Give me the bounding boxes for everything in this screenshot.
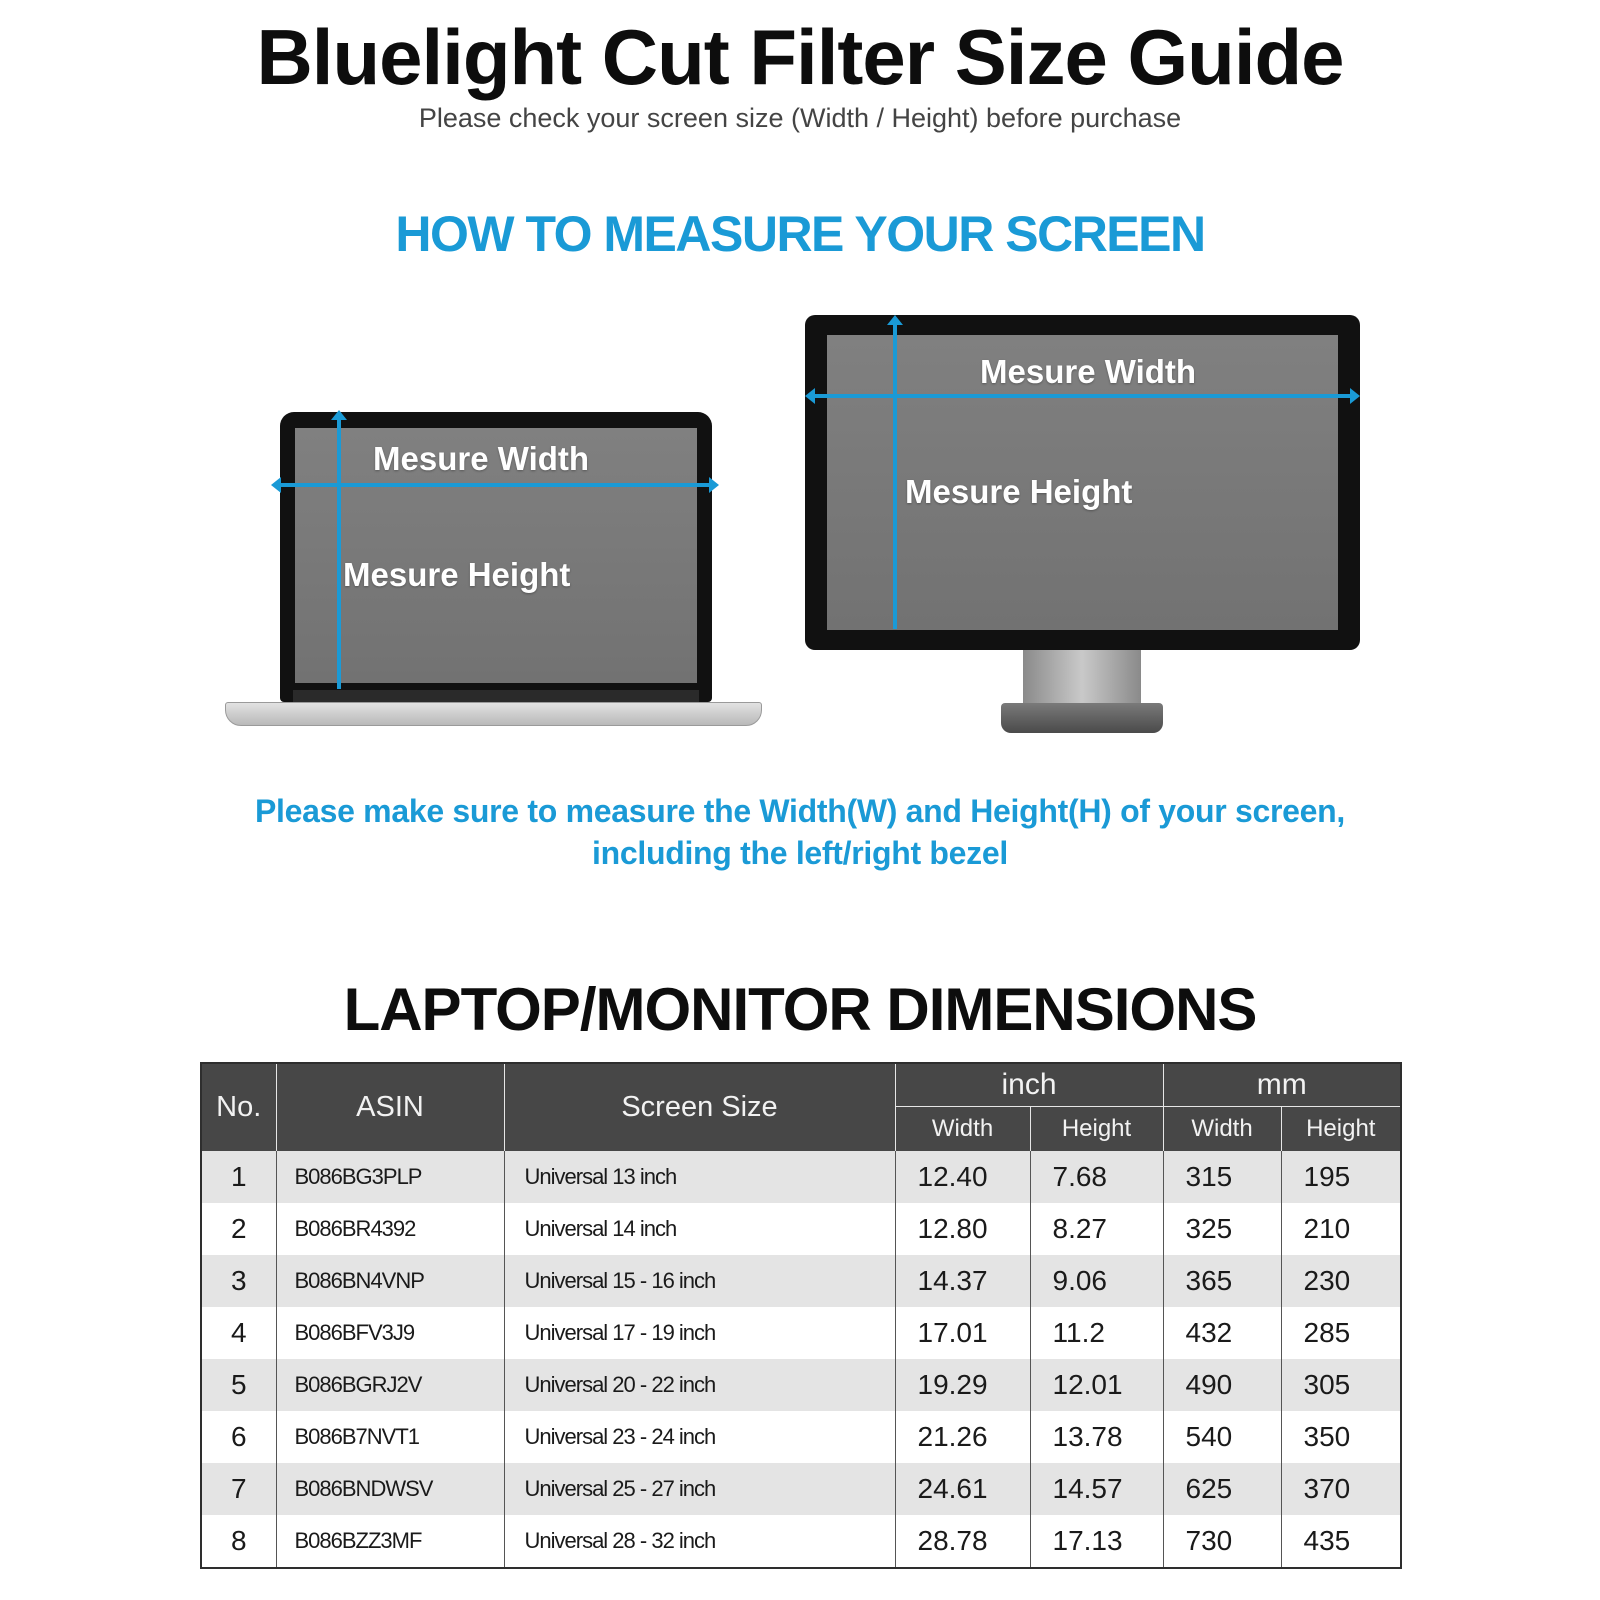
cell-inch-width: 24.61 (895, 1463, 1030, 1515)
laptop-height-label: Mesure Height (343, 556, 571, 593)
cell-asin: B086BN4VNP (276, 1255, 504, 1307)
cell-asin: B086B7NVT1 (276, 1411, 504, 1463)
cell-mm-width: 490 (1163, 1359, 1281, 1411)
cell-inch-width: 19.29 (895, 1359, 1030, 1411)
col-header-no: No. (201, 1063, 276, 1151)
col-header-mm-width: Width (1163, 1107, 1281, 1152)
cell-inch-height: 17.13 (1030, 1515, 1163, 1568)
col-header-inch-width: Width (895, 1107, 1030, 1152)
cell-asin: B086BR4392 (276, 1203, 504, 1255)
cell-mm-width: 325 (1163, 1203, 1281, 1255)
cell-screen-size: Universal 17 - 19 inch (504, 1307, 895, 1359)
cell-inch-height: 11.2 (1030, 1307, 1163, 1359)
monitor-stand-neck (1023, 650, 1141, 705)
laptop-width-line (275, 483, 715, 487)
cell-inch-height: 13.78 (1030, 1411, 1163, 1463)
col-header-asin: ASIN (276, 1063, 504, 1151)
table-row (201, 1203, 1401, 1255)
cell-inch-width: 12.40 (895, 1151, 1030, 1203)
cell-mm-width: 540 (1163, 1411, 1281, 1463)
cell-screen-size: Universal 23 - 24 inch (504, 1411, 895, 1463)
measure-note: Please make sure to measure the Width(W) and Height(H) of your screen, including the left/right bezel (254, 793, 1346, 871)
table-row (201, 1411, 1401, 1463)
page-title: Bluelight Cut Filter Size Guide (256, 13, 1344, 101)
cell-screen-size: Universal 13 inch (504, 1151, 895, 1203)
cell-mm-height: 305 (1281, 1359, 1401, 1411)
monitor-width-line (809, 394, 1356, 398)
cell-screen-size: Universal 28 - 32 inch (504, 1515, 895, 1568)
table-row (201, 1255, 1401, 1307)
dimensions-heading: LAPTOP/MONITOR DIMENSIONS (343, 976, 1257, 1043)
cell-mm-height: 435 (1281, 1515, 1401, 1568)
col-group-inch: inch (895, 1063, 1163, 1107)
laptop-illustration (225, 410, 760, 750)
cell-no: 3 (201, 1255, 276, 1307)
cell-no: 2 (201, 1203, 276, 1255)
monitor-height-label: Mesure Height (905, 473, 1133, 510)
laptop-height-line (337, 414, 341, 689)
cell-inch-height: 12.01 (1030, 1359, 1163, 1411)
cell-asin: B086BZZ3MF (276, 1515, 504, 1568)
laptop-width-arrow-left (271, 477, 281, 493)
laptop-width-label: Mesure Width (373, 440, 590, 477)
laptop-height-arrow-top (331, 410, 347, 420)
cell-no: 7 (201, 1463, 276, 1515)
col-header-screen-size: Screen Size (504, 1063, 895, 1151)
table-row (201, 1463, 1401, 1515)
table-row (201, 1515, 1401, 1568)
cell-mm-width: 625 (1163, 1463, 1281, 1515)
cell-mm-height: 285 (1281, 1307, 1401, 1359)
col-group-mm: mm (1163, 1063, 1401, 1107)
cell-mm-width: 315 (1163, 1151, 1281, 1203)
table-row (201, 1151, 1401, 1203)
laptop-width-arrow-right (709, 477, 719, 493)
monitor-stand-foot (1001, 703, 1163, 733)
table-row (201, 1359, 1401, 1411)
cell-mm-height: 370 (1281, 1463, 1401, 1515)
cell-screen-size: Universal 20 - 22 inch (504, 1359, 895, 1411)
cell-inch-width: 17.01 (895, 1307, 1030, 1359)
monitor-illustration (805, 315, 1360, 745)
cell-inch-height: 7.68 (1030, 1151, 1163, 1203)
cell-asin: B086BNDWSV (276, 1463, 504, 1515)
monitor-width-arrow-left (805, 388, 815, 404)
cell-mm-height: 210 (1281, 1203, 1401, 1255)
cell-inch-width: 21.26 (895, 1411, 1030, 1463)
col-header-mm-height: Height (1281, 1107, 1401, 1152)
cell-inch-height: 9.06 (1030, 1255, 1163, 1307)
cell-inch-width: 12.80 (895, 1203, 1030, 1255)
cell-no: 6 (201, 1411, 276, 1463)
cell-screen-size: Universal 15 - 16 inch (504, 1255, 895, 1307)
cell-inch-width: 14.37 (895, 1255, 1030, 1307)
cell-mm-height: 195 (1281, 1151, 1401, 1203)
monitor-width-label: Mesure Width (980, 353, 1197, 390)
cell-screen-size: Universal 14 inch (504, 1203, 895, 1255)
laptop-base (225, 702, 762, 726)
cell-screen-size: Universal 25 - 27 inch (504, 1463, 895, 1515)
cell-asin: B086BFV3J9 (276, 1307, 504, 1359)
cell-mm-width: 730 (1163, 1515, 1281, 1568)
monitor-width-arrow-right (1350, 388, 1360, 404)
cell-mm-height: 230 (1281, 1255, 1401, 1307)
cell-no: 8 (201, 1515, 276, 1568)
cell-asin: B086BG3PLP (276, 1151, 504, 1203)
dimensions-table (200, 1062, 1402, 1569)
cell-no: 4 (201, 1307, 276, 1359)
col-header-inch-height: Height (1030, 1107, 1163, 1152)
cell-no: 1 (201, 1151, 276, 1203)
monitor-height-line (893, 319, 897, 629)
cell-mm-height: 350 (1281, 1411, 1401, 1463)
cell-inch-height: 8.27 (1030, 1203, 1163, 1255)
cell-no: 5 (201, 1359, 276, 1411)
cell-inch-width: 28.78 (895, 1515, 1030, 1568)
monitor-height-arrow-top (887, 315, 903, 325)
cell-mm-width: 365 (1163, 1255, 1281, 1307)
cell-asin: B086BGRJ2V (276, 1359, 504, 1411)
page-subtitle: Please check your screen size (Width / Height) before purchase (418, 103, 1182, 133)
table-row (201, 1307, 1401, 1359)
measure-heading: HOW TO MEASURE YOUR SCREEN (395, 206, 1205, 262)
cell-mm-width: 432 (1163, 1307, 1281, 1359)
cell-inch-height: 14.57 (1030, 1463, 1163, 1515)
